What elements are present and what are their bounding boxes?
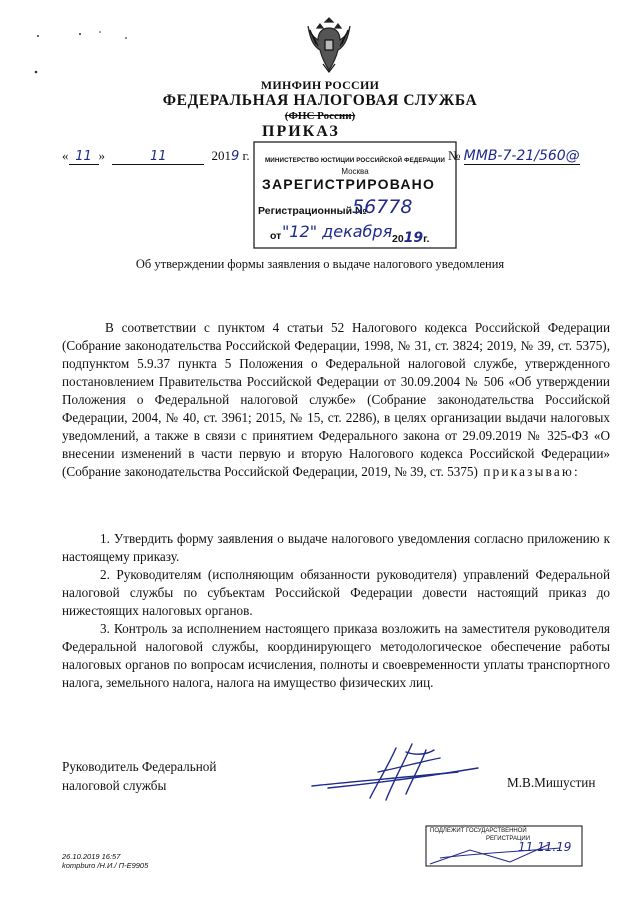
- signatory-name: М.В.Мишустин: [507, 775, 596, 790]
- body-items: [62, 530, 610, 692]
- state-registration-stamp: [400, 824, 586, 870]
- ministry-name: МИНФИН РОССИИ: [260, 78, 380, 92]
- order-title: ПРИКАЗ: [262, 123, 340, 140]
- list-item: 1. Утвердить форму заявления о выдаче налогового уведомления согласно приложению к настоящему приказу.: [62, 531, 610, 564]
- handwritten-signature: [308, 742, 498, 802]
- registration-stamp: [252, 140, 458, 250]
- signatory-title: Руководитель Федеральной налоговой службы: [62, 759, 217, 793]
- russian-emblem-icon: [306, 14, 352, 74]
- stamp-registered: ЗАРЕГИСТРИРОВАНО: [262, 176, 436, 192]
- stamp2-line2: РЕГИСТРАЦИИ: [486, 836, 531, 842]
- stamp-city: Москва: [341, 167, 369, 176]
- decree-word: приказываю:: [477, 464, 580, 479]
- list-item: 3. Контроль за исполнением настоящего приказа возложить на заместителя руководителя Федеральной налоговой службы, координирующего методологическое обеспечение работы налоговых органов по вопросам исчисления, полноты и своевременности уплаты транспортного налога, земельного налога, налога на имущество физических лиц.: [62, 621, 610, 690]
- list-item: 2. Руководителям (исполняющим обязанности руководителя) управлений Федеральной налоговой службы по субъектам Российской Федерации довести настоящий приказ до нижестоящих налоговых органов.: [62, 567, 610, 618]
- order-subject: Об утверждении формы заявления о выдаче налогового уведомления: [135, 257, 505, 271]
- stamp2-date: 11.11.19: [518, 840, 572, 854]
- order-number-value: ММВ-7-21/560@: [463, 148, 580, 164]
- stamp-ministry: МИНИСТЕРСТВО ЮСТИЦИИ РОССИЙСКОЙ ФЕДЕРАЦИИ: [264, 157, 446, 164]
- order-number: № ММВ-7-21/560@: [448, 148, 580, 164]
- document-footer: [62, 852, 148, 870]
- order-month: 11: [112, 149, 204, 165]
- stamp-reg-year: 2019г.: [392, 230, 430, 246]
- stamp-reg-date: "12" декабря: [282, 222, 393, 241]
- stamp-reg-label: Регистрационный №: [258, 205, 367, 217]
- service-name: ФЕДЕРАЛЬНАЯ НАЛОГОВАЯ СЛУЖБА: [162, 92, 478, 109]
- order-year-digit: 9: [231, 149, 240, 164]
- order-date: « 11 » 11 2019 г.: [62, 148, 250, 164]
- footer-timestamp: 26.10.2019 16:57: [62, 852, 121, 861]
- stamp-reg-number: 56778: [352, 196, 413, 218]
- body-intro: В соответствии с пунктом 4 статьи 52 Налогового кодекса Российской Федерации (Собрание законодательства Российской Федерации, 1998, № 31, ст. 3824; 2019, № 39, ст. 5375), подпунктом 5.9.37 пункта 5 Положения о Федеральной налоговой службе, утвержденного постановлением Правительства Российской Федерации от 30.09.2004 № 506 «Об утверждении Положения о Федеральной налоговой службе» (Собрание законодательства Российской Федерации, 2004, № 40, ст. 3961; 2015, № 15, ст. 2286), в целях организации выдачи налоговых уведомлений, а также в связи с принятием Федерального закона от 29.09.2019 № 325-ФЗ «О внесении изменений в части первую и вторую Налогового кодекса Российской Федерации» (Собрание законодательства Российской Федерации, 2019, № 39, ст. 5375) приказываю:: [62, 320, 610, 479]
- service-abbr: (ФНС России): [284, 110, 356, 122]
- stamp2-line1: ПОДЛЕЖИТ ГОСУДАРСТВЕННОЙ: [430, 828, 527, 834]
- order-day: 11: [69, 149, 99, 165]
- scan-specks: [30, 28, 140, 78]
- stamp-from-label: от: [270, 230, 282, 242]
- footer-file: kompburo /Н.И./ П-Е9905: [62, 861, 149, 870]
